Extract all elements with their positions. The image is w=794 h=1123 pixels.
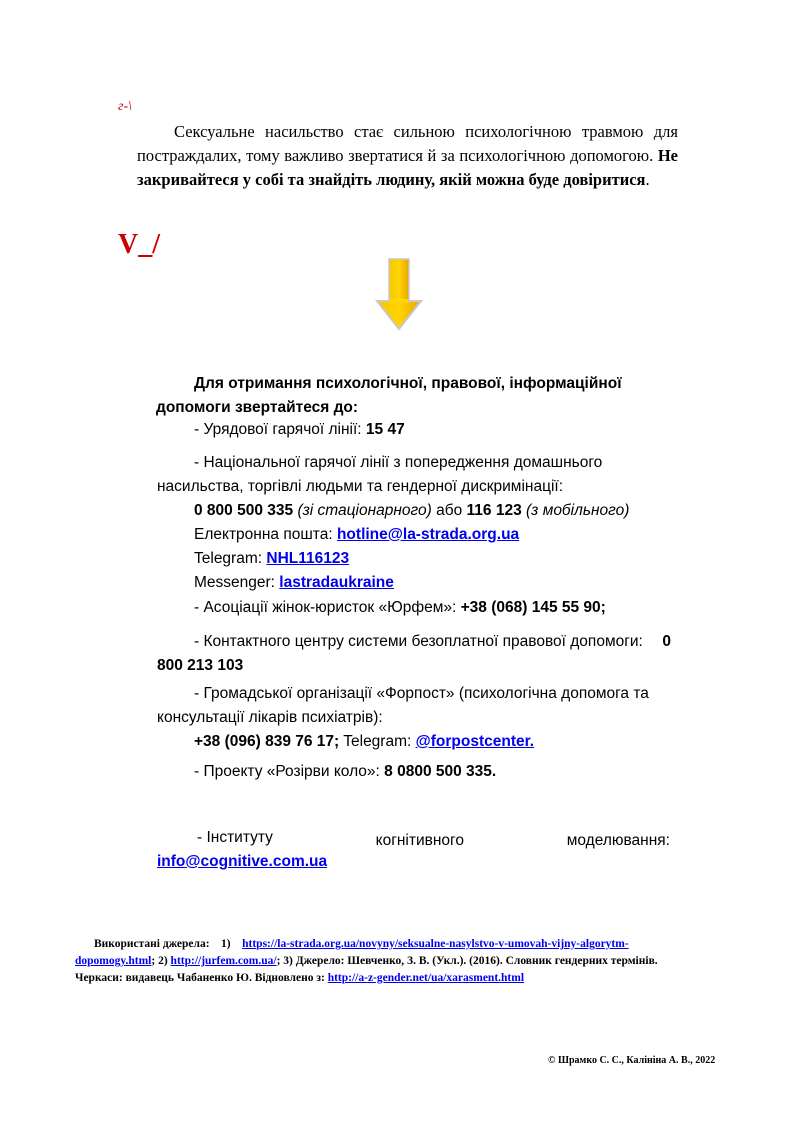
national-number-mobile: 116 123: [466, 502, 522, 519]
intro-period: .: [645, 170, 650, 189]
sources-line2: [75, 953, 715, 970]
intro-text: Сексуальне насильство стає сильною психологічною травмою для постраждалих, тому важливо звертатися й за психологічною допомогою.: [137, 122, 678, 165]
intro-paragraph: [137, 120, 678, 192]
email-row: [194, 523, 519, 547]
email-link[interactable]: hotline@la-strada.org.ua: [336, 526, 520, 543]
source-num-2: ; 2): [151, 955, 168, 967]
yurfem-label: - Асоціації жінок-юристок «Юрфем»:: [194, 599, 457, 616]
copyright: © Шрамко С. С., Калініна А. В., 2022: [548, 1055, 716, 1066]
source-link-1b[interactable]: dopomogy.html: [75, 955, 152, 967]
source-num-1: 1): [221, 938, 231, 950]
national-number-landline-note: (зі стаціонарного): [297, 502, 432, 519]
gov-hotline-number: 15 47: [365, 421, 405, 438]
source-link-1a[interactable]: https://la-strada.org.ua/novyny/seksualne-nasylstvo-v-umovah-vijny-algorytm-: [242, 938, 629, 950]
national-hotline-line1: - Національної гарячої лінії з попередження домашнього: [194, 454, 603, 471]
cognitive-word3: моделювання:: [566, 832, 670, 849]
source-link-3[interactable]: http://a-z-gender.net/ua/xarasment.html: [327, 972, 525, 984]
national-number-mobile-note: (з мобільного): [526, 502, 630, 519]
source-part-4: Черкаси: видавець Чабаненко Ю. Відновлено з:: [75, 972, 325, 984]
cognitive-word1: - Інституту: [197, 829, 273, 846]
forpost-telegram-link[interactable]: @forpostcenter.: [415, 733, 535, 750]
national-number-landline: 0 800 500 335: [194, 502, 294, 519]
yurfem-row: [194, 596, 606, 620]
source-part-3: ; 3) Джерело: Шевченко, З. В. (Укл.). (2016). Словник гендерних термінів.: [276, 955, 658, 967]
national-hotline-line2: насильства, торгівлі людьми та гендерної дискримінації:: [157, 478, 564, 495]
yurfem-number: +38 (068) 145 55 90;: [460, 599, 606, 616]
forpost-number: +38 (096) 839 76 17;: [194, 733, 340, 750]
gov-hotline: [194, 418, 405, 442]
intro-emphasis: Не закривайтеся у собі та знайдіть людину, якій можна буде довіритися: [137, 146, 678, 189]
cognitive-email-row: [157, 850, 327, 874]
corner-mark-bottom: V_/: [118, 229, 160, 260]
project-row: [194, 760, 496, 784]
telegram-label: Telegram:: [194, 550, 263, 567]
sources-line1: [75, 936, 715, 953]
sources: [75, 936, 715, 987]
gov-hotline-label: - Урядової гарячої лінії:: [194, 421, 362, 438]
email-label: Електронна пошта:: [194, 526, 333, 543]
sources-label: Використані джерела:: [94, 938, 210, 950]
source-link-2[interactable]: http://jurfem.com.ua/: [170, 955, 277, 967]
corner-mark-top: г-\: [118, 99, 133, 114]
cognitive-email-link[interactable]: info@cognitive.com.ua: [157, 853, 328, 870]
legal-aid-number-start: 0: [662, 633, 671, 650]
project-label: - Проекту «Розірви коло»:: [194, 763, 380, 780]
project-number: 8 0800 500 335.: [384, 763, 497, 780]
legal-aid-label: - Контактного центру системи безоплатної правової допомоги:: [194, 633, 643, 650]
contacts-heading-line1: Для отримання психологічної, правової, інформаційної: [194, 375, 622, 392]
legal-aid-row: [194, 630, 671, 654]
national-hotline-numbers: [194, 499, 629, 523]
messenger-row: [194, 571, 394, 595]
forpost-telegram-label: Telegram:: [343, 733, 412, 750]
sources-line3: [75, 970, 715, 987]
contacts-heading-line2: допомоги звертайтеся до:: [156, 399, 359, 416]
forpost-line2: консультації лікарів психіатрів):: [157, 709, 383, 726]
cognitive-word2: когнітивного: [375, 832, 464, 849]
contacts-heading: [156, 372, 676, 420]
telegram-link[interactable]: NHL116123: [266, 550, 350, 567]
legal-aid-number: 800 213 103: [157, 657, 244, 674]
messenger-link[interactable]: lastradaukraine: [279, 574, 394, 591]
messenger-label: Messenger:: [194, 574, 275, 591]
national-or: або: [436, 502, 463, 519]
cognitive-row: [157, 826, 670, 853]
forpost-contacts: [194, 730, 534, 754]
forpost-line1: - Громадської організації «Форпост» (психологічна допомога та: [194, 685, 649, 702]
telegram-row: [194, 547, 349, 571]
down-arrow-icon: [375, 257, 423, 331]
